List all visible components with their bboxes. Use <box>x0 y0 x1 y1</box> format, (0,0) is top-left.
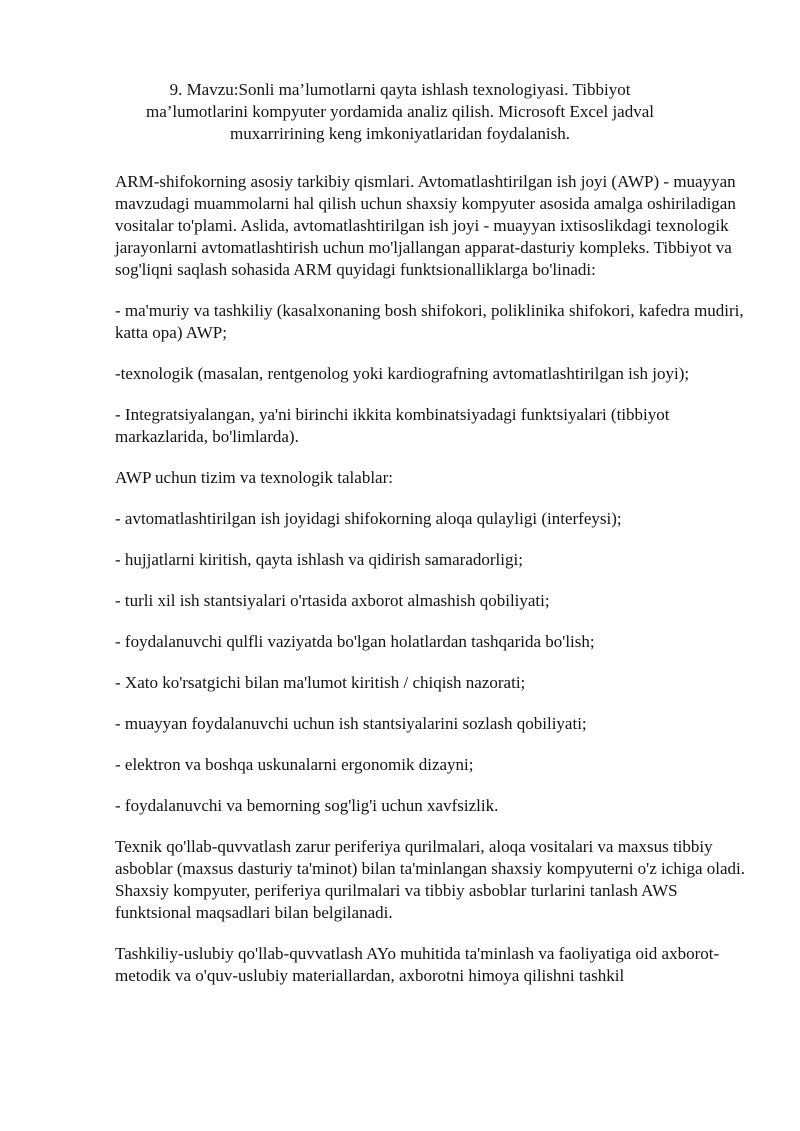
paragraph-organizational-support: Tashkiliy-uslubiy qo'llab-quvvatlash AYo muhitida ta'minlash va faoliyatiga oid axborot-metodik va o'quv-uslubiy materiallardan, axborotni himoya qilishni tashkil <box>115 944 720 985</box>
requirement-item: - avtomatlashtirilgan ish joyidagi shifokorning aloqa qulayligi (interfeysi); <box>115 509 622 528</box>
paragraph-technical-support: Texnik qo'llab-quvvatlash zarur periferiya qurilmalari, aloqa vositalari va maxsus tibbiy asboblar (maxsus dasturiy ta'minot) bilan ta'minlangan shaxsiy kompyuterni o'z ichiga oladi. Shaxsiy kompyuter, periferiya qurilmalari va tibbiy asboblar turlarini tanlash AWS funktsional maqsadlari bilan belgilanadi. <box>115 837 746 922</box>
requirement-item: - Xato ko'rsatgichi bilan ma'lumot kiritish / chiqish nazorati; <box>115 673 526 692</box>
requirement-item: - muayyan foydalanuvchi uchun ish stantsiyalarini sozlash qobiliyati; <box>115 714 587 733</box>
document-body <box>115 171 755 987</box>
requirements-heading: AWP uchun tizim va texnologik talablar: <box>115 468 393 487</box>
requirement-item: - elektron va boshqa uskunalarni ergonomik dizayni; <box>115 755 474 774</box>
list-item-integrated: - Integratsiyalangan, ya'ni birinchi ikkita kombinatsiyadagi funktsiyalari (tibbiyot markazlarida, bo'limlarda). <box>115 405 670 446</box>
paragraph-arm-components: ARM-shifokorning asosiy tarkibiy qismlari. Avtomatlashtirilgan ish joyi (AWP) - muayyan mavzudagi muammolarni hal qilish uchun shaxsiy kompyuter asosida amalga oshiriladigan vositalar to'plami. Aslida, avtomatlashtirilgan ish joyi - muayyan ixtisoslikdagi texnologik jarayonlarni avtomatlashtirish uchun mo'ljallangan apparat-dasturiy kompleks. Tibbiyot va sog'liqni saqlash sohasida ARM quyidagi funktsionalliklarga bo'linadi: <box>115 172 736 279</box>
requirement-item: - hujjatlarni kiritish, qayta ishlash va qidirish samaradorligi; <box>115 550 523 569</box>
list-item-administrative: - ma'muriy va tashkiliy (kasalxonaning bosh shifokori, poliklinika shifokori, kafedra mudiri, katta opa) AWP; <box>115 301 744 342</box>
requirement-item: - foydalanuvchi qulfli vaziyatda bo'lgan holatlardan tashqarida bo'lish; <box>115 632 595 651</box>
requirement-item: - turli xil ish stantsiyalari o'rtasida axborot almashish qobiliyati; <box>115 591 550 610</box>
requirement-item: - foydalanuvchi va bemorning sog'lig'i uchun xavfsizlik. <box>115 796 499 815</box>
document-title: 9. Mavzu:Sonli ma’lumotlarni qayta ishlash texnologiyasi. Tibbiyot ma’lumotlarini kompyuter yordamida analiz qilish. Microsoft Excel jadval muxarririning keng imkoniyatlaridan foydalanish. <box>146 80 654 143</box>
list-item-technological: -texnologik (masalan, rentgenolog yoki kardiografning avtomatlashtirilgan ish joyi); <box>115 364 690 383</box>
